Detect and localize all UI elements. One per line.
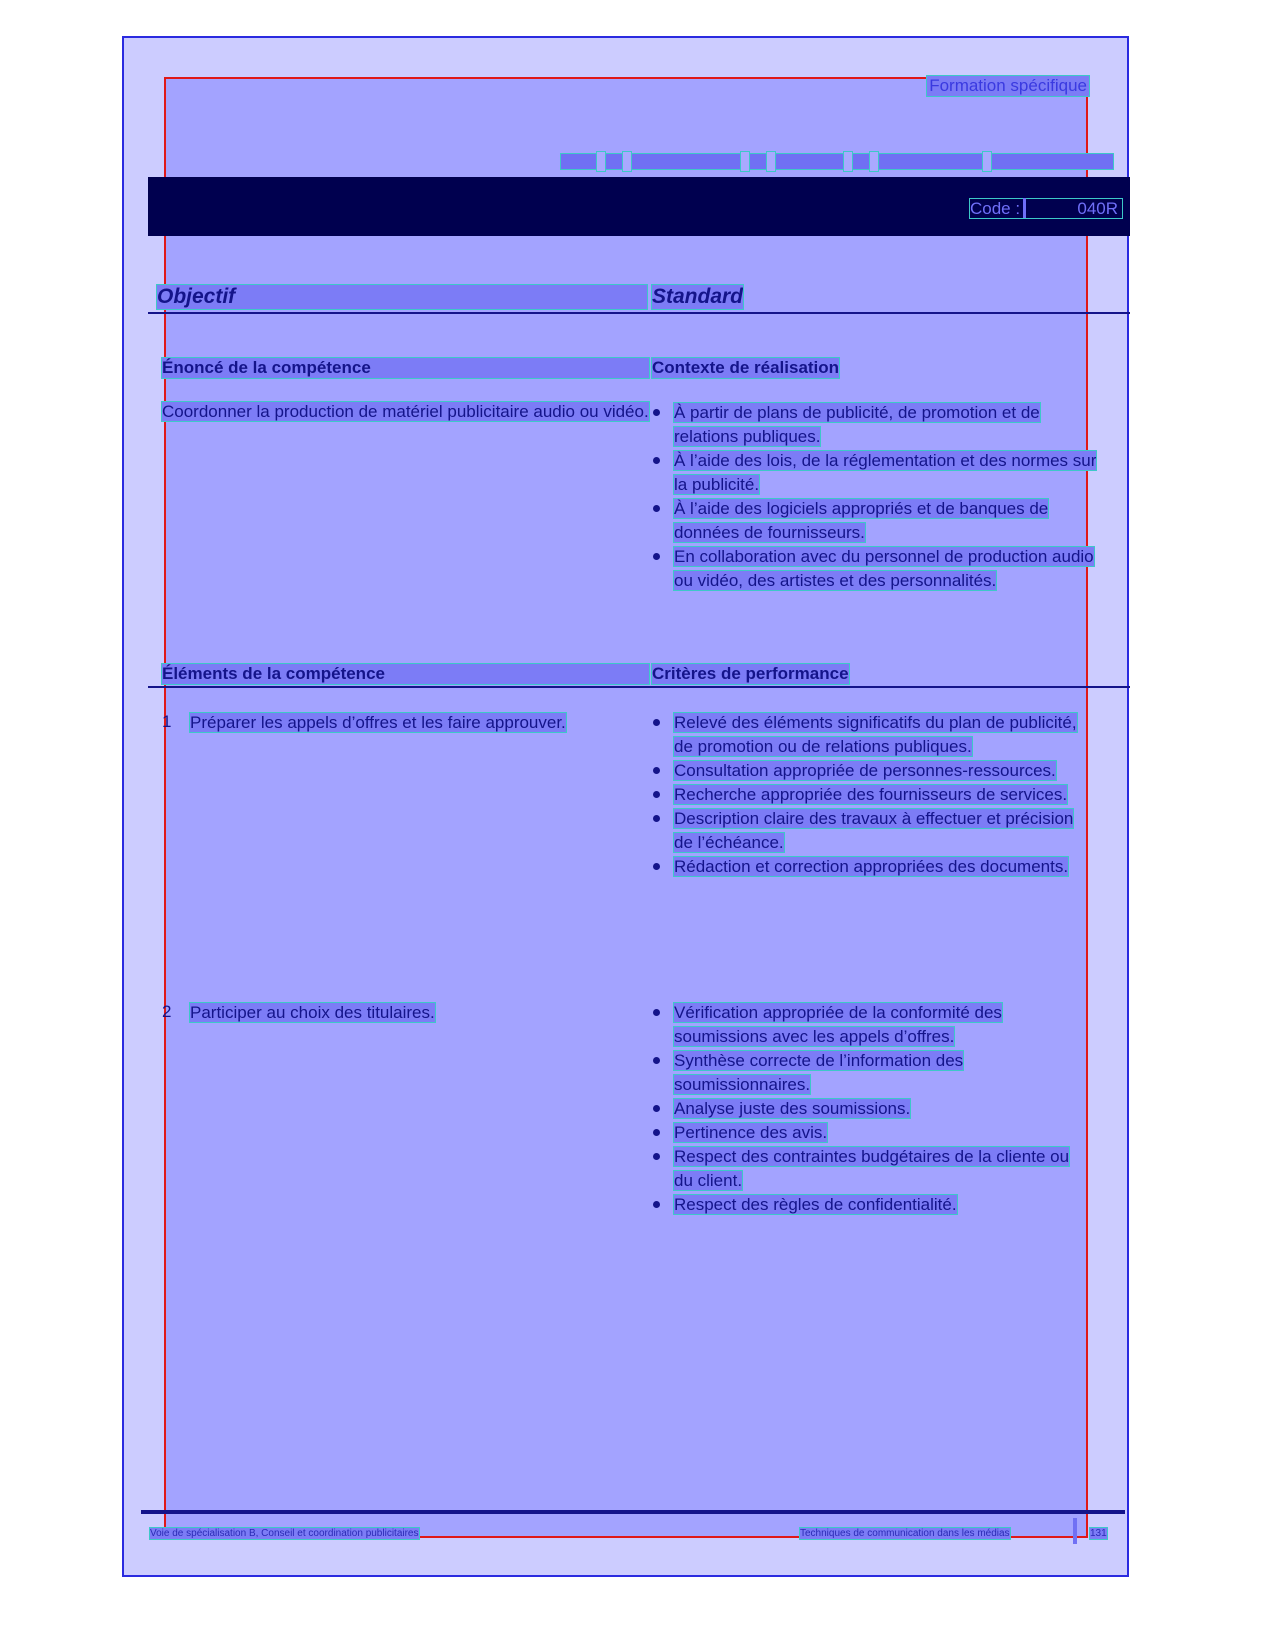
code-label: Code : (970, 199, 1021, 218)
list-item (652, 1001, 1082, 1049)
list-item-text: Respect des contraintes budgétaires de la cliente ou du client. (674, 1147, 1070, 1190)
page-number: 131 (1090, 1528, 1107, 1539)
title-bar-placeholder (561, 154, 1113, 169)
section-rule (148, 686, 1130, 688)
list-item-text: Rédaction et correction appropriées des documents. (674, 857, 1069, 876)
header-rule (148, 312, 1130, 314)
element-number: 2 (162, 1002, 172, 1021)
context-heading: Contexte de réalisation (652, 358, 840, 377)
criteria-list (652, 711, 1082, 879)
list-item-text: Pertinence des avis. (674, 1123, 828, 1142)
list-item (652, 711, 1082, 759)
list-item-text: Vérification appropriée de la conformité des soumissions avec les appels d’offres. (674, 1003, 1002, 1046)
list-item-text: Analyse juste des soumissions. (674, 1099, 911, 1118)
list-item-text: À l’aide des lois, de la réglementation et des normes sur la publicité. (674, 451, 1097, 494)
criteria-heading: Critères de performance (652, 664, 849, 683)
list-item-text: Consultation appropriée de personnes-ressources. (674, 761, 1056, 780)
list-item-text: Description claire des travaux à effectuer et précision de l’échéance. (674, 809, 1074, 852)
code-value: 040R (1077, 199, 1118, 218)
list-item-text: Relevé des éléments significatifs du plan de publicité, de promotion ou de relations publiques. (674, 713, 1077, 756)
code-field (970, 199, 1122, 218)
element-text: Préparer les appels d’offres et les faire approuver. (190, 713, 566, 732)
list-item (652, 497, 1100, 545)
criteria-list (652, 1001, 1082, 1217)
competence-statement: Coordonner la production de matériel publicitaire audio ou vidéo. (162, 402, 649, 421)
list-item (652, 449, 1100, 497)
list-item-text: À partir de plans de publicité, de promotion et de relations publiques. (674, 403, 1040, 446)
elements-heading: Éléments de la compétence (162, 664, 649, 684)
element-text: Participer au choix des titulaires. (190, 1003, 435, 1022)
list-item-text: Recherche appropriée des fournisseurs de services. (674, 785, 1068, 804)
footer-left: Voie de spécialisation B, Conseil et coordination publicitaires (150, 1528, 419, 1539)
list-item (652, 855, 1082, 879)
footer-marker (1073, 1518, 1077, 1544)
list-item (652, 1193, 1082, 1217)
list-item-text: Respect des règles de confidentialité. (674, 1195, 957, 1214)
list-item (652, 1145, 1082, 1193)
list-item (652, 807, 1082, 855)
code-separator (1023, 198, 1026, 218)
column-title-standard: Standard (652, 285, 744, 308)
list-item (652, 783, 1082, 807)
list-item (652, 1097, 1082, 1121)
list-item (652, 1049, 1082, 1097)
context-list (652, 401, 1100, 593)
list-item (652, 401, 1100, 449)
competence-heading: Énoncé de la compétence (162, 358, 649, 378)
top-label: Formation spécifique (929, 76, 1087, 95)
footer-right: Techniques de communication dans les médias (800, 1528, 1010, 1539)
list-item (652, 545, 1100, 593)
list-item-text: À l’aide des logiciels appropriés et de banques de données de fournisseurs. (674, 499, 1049, 542)
list-item (652, 759, 1082, 783)
column-title-objectif: Objectif (157, 285, 647, 309)
list-item-text: Synthèse correcte de l’information des soumissionnaires. (674, 1051, 964, 1094)
element-number: 1 (162, 712, 172, 731)
footer-rule (141, 1510, 1125, 1514)
list-item-text: En collaboration avec du personnel de production audio ou vidéo, des artistes et des personnalités. (674, 547, 1094, 590)
list-item (652, 1121, 1082, 1145)
